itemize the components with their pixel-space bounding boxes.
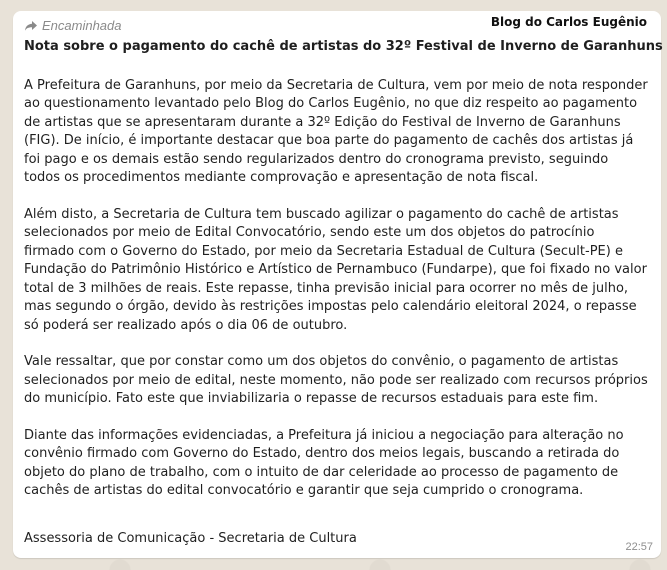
message-paragraph-3: Vale ressaltar, que por constar como um dos objetos do convênio, o pagamento de artistas selecionados por meio de edital, neste momento, não pode ser realizado com recursos próprios do município. Fato este que inviabilizaria o repasse de recursos estaduais para este fim. (24, 354, 648, 406)
message-paragraph-1: A Prefeitura de Garanhuns, por meio da Secretaria de Cultura, vem por meio de nota responder ao questionamento levantado pelo Blog do Carlos Eugênio, no que diz respeito ao pagamento de artistas que se apresentaram durante a 32º Edição do Festival de Inverno de Garanhuns (FIG). De início, é importante destacar que boa parte do pagamento de cachês dos artistas já foi pago e os demais estão sendo regularizados dentro do cronograma previsto, seguindo todos os procedimentos mediante comprovação e apresentação de nota fiscal. (24, 77, 648, 185)
message-timestamp: 22:57 (625, 541, 653, 553)
message-signature: Assessoria de Comunicação - Secretaria de Cultura (24, 531, 357, 546)
message-title: Nota sobre o pagamento do cachê de artistas do 32º Festival de Inverno de Garanhuns (24, 39, 663, 54)
blog-watermark: Blog do Carlos Eugênio (490, 15, 647, 29)
forwarded-indicator (24, 18, 122, 33)
forward-arrow-icon (24, 20, 38, 32)
message-bubble[interactable] (13, 11, 661, 558)
message-paragraph-4: Diante das informações evidenciadas, a Prefeitura já iniciou a negociação para alteração no convênio firmado com Governo do Estado, dentro dos meios legais, buscando a retirada do objeto do plano de trabalho, com o intuito de dar celeridade ao processo de pagamento de cachês de artistas do edital convocatório e garantir que seja cumprido o cronograma. (24, 427, 624, 498)
forwarded-label: Encaminhada (42, 18, 122, 33)
message-paragraph-2: Além disto, a Secretaria de Cultura tem buscado agilizar o pagamento do cachê de artistas selecionados por meio de Edital Convocatório, sendo este um dos objetos do patrocínio firmado com o Governo do Estado, por meio da Secretaria Estadual de Cultura (Secult-PE) e Fundação do Patrimônio Histórico e Artístico de Pernambuco (Fundarpe), que foi fixado no valor total de 3 milhões de reais. Este repasse, tinha previsão inicial para ocorrer no mês de julho, mas segundo o órgão, devido às restrições impostas pelo calendário eleitoral 2024, o repasse só poderá ser realizado após o dia 06 de outubro. (24, 206, 647, 333)
message-body (24, 38, 663, 519)
